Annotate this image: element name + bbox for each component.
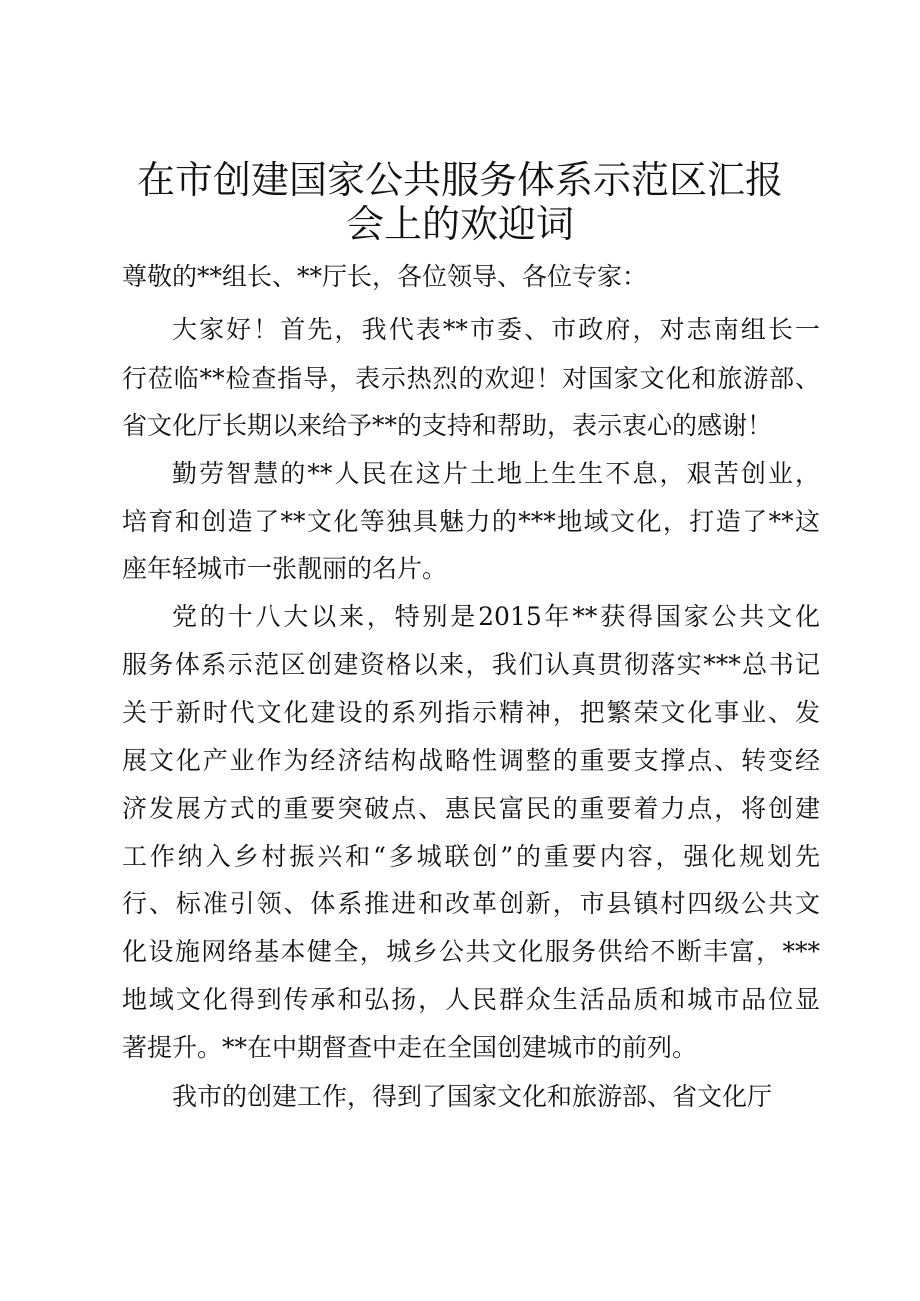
paragraph-2-line-1: 勤劳智慧的**人民在这片土地上生生不息，艰苦创业， — [172, 459, 820, 488]
salutation: 尊敬的**组长、**厅长，各位领导、各位专家： — [122, 262, 648, 291]
paragraph-4-line-1: 我市的创建工作，得到了国家文化和旅游部、省文化厅 — [172, 1082, 773, 1111]
paragraph-3-line-2: 服务体系示范区创建资格以来，我们认真贯彻落实***总书记 — [122, 650, 820, 679]
document-title-line-2: 会上的欢迎词 — [345, 202, 574, 246]
paragraph-3-line-9: 地域文化得到传承和弘扬，人民群众生活品质和城市品位显 — [122, 985, 820, 1014]
paragraph-3-line-10: 著提升。**在中期督查中走在全国创建城市的前列。 — [122, 1033, 698, 1062]
paragraph-3-line-3: 关于新时代文化建设的系列指示精神，把繁荣文化事业、发 — [122, 698, 820, 727]
paragraph-2-line-3: 座年轻城市一张靓丽的名片。 — [122, 554, 448, 583]
paragraph-3-line-6: 工作纳入乡村振兴和“多城联创”的重要内容，强化规划先 — [122, 842, 820, 871]
document-title-line-1: 在市创建国家公共服务体系示范区汇报 — [136, 158, 783, 202]
paragraph-3-line-8: 化设施网络基本健全，城乡公共文化服务供给不断丰富，*** — [122, 937, 820, 966]
paragraph-3-line-1: 党的十八大以来，特别是2015年**获得国家公共文化 — [172, 602, 820, 631]
paragraph-2-line-2: 培育和创造了**文化等独具魅力的***地域文化，打造了**这 — [122, 507, 820, 536]
paragraph-1-line-2: 行莅临**检查指导，表示热烈的欢迎！对国家文化和旅游部、 — [122, 364, 820, 393]
paragraph-3-line-4: 展文化产业作为经济结构战略性调整的重要支撑点、转变经 — [122, 746, 820, 775]
paragraph-1-line-1: 大家好！首先，我代表**市委、市政府，对志南组长一 — [172, 315, 820, 344]
paragraph-1-line-3: 省文化厅长期以来给予**的支持和帮助，表示衷心的感谢！ — [122, 411, 773, 440]
paragraph-3-line-7: 行、标准引领、体系推进和改革创新，市县镇村四级公共文 — [122, 889, 820, 918]
paragraph-3-line-5: 济发展方式的重要突破点、惠民富民的重要着力点，将创建 — [122, 794, 820, 823]
